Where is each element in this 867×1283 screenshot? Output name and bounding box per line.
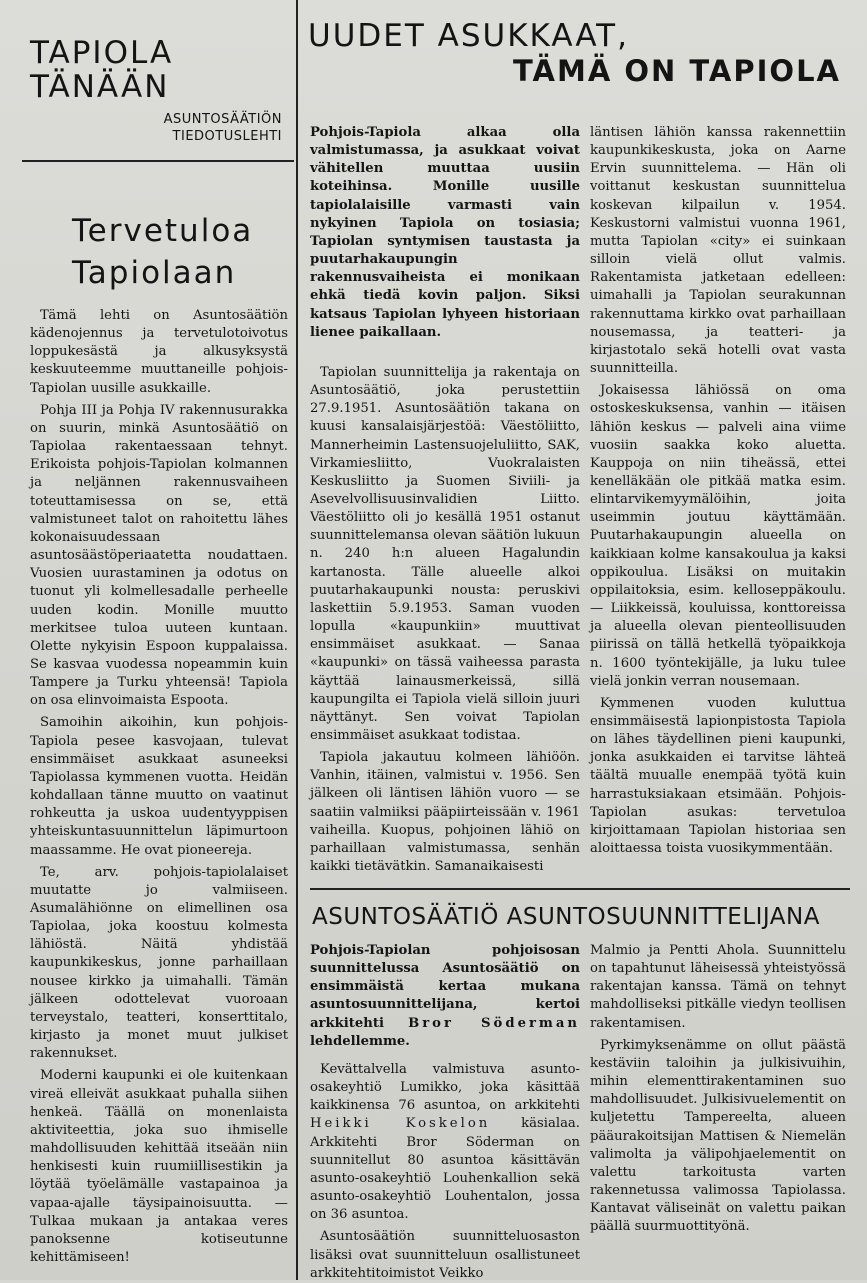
main-headline-line2: TÄMÄ ON TAPIOLA: [513, 54, 841, 88]
main-article-paragraph: Kymmenen vuoden kuluttua ensimmäisestä lapionpistosta Tapiola on lähes täydellinen pieni kaupunki, jonka asukkaiden ei tarvitse lähteä täältä muualle enempää työtä kuin harrastuksiakaan etsimään. Pohjois-Tapiolan asukas: tervetuloa kirjoittamaan Tapiolan historiaa sen aloittaessa toista vuosikymmentään.: [590, 695, 846, 857]
welcome-heading-line1: Tervetuloa: [72, 213, 254, 249]
masthead-subtitle-line2: TIEDOTUSLEHTI: [172, 129, 282, 144]
welcome-paragraph: Te, arv. pohjois-tapiolalaiset muutatte jo valmiiseen. Asumalähiönne on elimellinen osa Tapiolaa, joka koostuu kolmesta lähiöstä. Näitä yhdistää kaupunkikeskus, jonne parhaillaan nousee kirkko ja uimahalli. Tämän jälkeen odottelevat vuoroaan terveystalo, teatteri, konserttitalo, kirjasto ja monet muut julkiset rakennukset.: [30, 864, 288, 1062]
second-article-p1-b: käsialaa. Arkkitehti Bror Söderman on suunnitellut 80 asuntoa käsittävän asunto-osakeyhtiö Louhenkallion sekä asunto-osakeyhtiö Louhentalon, jossa on 36 asuntoa.: [310, 1116, 580, 1223]
welcome-paragraph: Pohja III ja Pohja IV rakennusurakka on suurin, minkä Asuntosäätiö on Tapiolaa rakentaessaan tehnyt. Erikoista pohjois-Tapiolan kolmannen ja neljännen rakennusvaiheen toteuttamisessa on se, että valmistuneet talot on rahoitettu lähes kokonaisuudessaan asuntosäästöperiaatetta noudattaen. Vuosien uurastaminen ja odotus on tuonut yli kolmellesadalle perheelle uuden kodin. Monille muutto merkitsee tuloa uuteen kuntaan. Olette nykyisin Espoon kuppalaissa. Se kasvaa vuodessa nopeammin kuin Tampere ja Turku yhteensä! Tapiola on osa elinvoimaista Espoota.: [30, 402, 288, 709]
welcome-paragraph: Samoihin aikoihin, kun pohjois-Tapiola pesee kasvojaan, tulevat ensimmäiset asukkaat asuneeksi Tapiolassa kymmenen vuotta. Heidän kohdallaan tänne muutto on vaatinut rohkeutta ja uskoa uudentyyppisen yhteiskuntasuunnittelun läpimurtoon maassamme. He ovat pioneereja.: [30, 715, 288, 858]
main-article-paragraph: Jokaisessa lähiössä on oma ostoskeskuksensa, vanhin — itäisen lähiön keskus — palveli aina viime vuosiin saakka koko aluetta. Kauppoja on niin tiheässä, ettei kenelläkään ole pitkää matka esim. elintarvikemyymälöihin, joita useimmin joutuu käyttämään. Puutarhakaupungin alueella on kaikkiaan kolme kansakoulua ja kaksi oppikoulua. Lisäksi on muitakin oppilaitoksia, esim. kelloseppäkoulu. — Liikkeissä, kouluissa, konttoreissa ja alueella olevan pienteollisuuden piirissä on tällä hetkellä työpaikkoja n. 1600 työntekijälle, ja luku tulee vielä jonkin verran nousemaan.: [590, 383, 846, 689]
masthead-title-line2: TÄNÄÄN: [30, 69, 170, 105]
welcome-column: [30, 307, 288, 1280]
main-article-lead: Pohjois-Tapiola alkaa olla valmistumassa, ja asukkaat voivat vähitellen muuttaa uusiin koteihinsa. Monille uusille tapiolalaisille varmasti vain nykyinen Tapiola on tosiasia; Tapiolan syntymisen taustasta ja puutarhakaupungin rakennusvaiheista ei monikaan ehkä tiedä kovin paljon. Siksi katsaus Tapiolan lyhyeen historiaan lienee paikallaan.: [310, 125, 580, 340]
masthead-title-line1: TAPIOLA: [30, 35, 174, 71]
masthead-subtitle-line1: ASUNTOSÄÄTIÖN: [163, 112, 282, 127]
main-article-paragraph: Tapiolan suunnittelija ja rakentaja on Asuntosäätiö, joka perustettiin 27.9.1951. Asuntosäätiön takana on kuusi kansalaisjärjestöä: Väestöliitto, Mannerheimin Lastensuojeluliitto, SAK, Virkamiesliitto, Vuokralaisten Keskusliitto ja Suomen Siviili- ja Asevelvollisuusinvalidien Liitto. Väestöliitto oli jo kesällä 1951 ostanut suunnittelemansa olevan säätiön lukuun n. 240 h:n alueen Hagalundin kartanosta. Tälle alueelle alkoi puutarhakaupunki nousta: peruskivi laskettiin 5.9.1953. Saman vuoden lopulla «kaupunkiin» muuttivat ensimmäiset asukkaat. — Sanaa «kaupunki» on tässä vaiheessa parasta käyttää lainausmerkeissä, sillä kaupungilta ei Tapiola vielä silloin juuri näyttänyt. Sen voivat Tapiolan ensimmäiset asukkaat todistaa.: [310, 364, 580, 743]
second-article-paragraph: Asuntosäätiön suunnitteluosaston lisäksi ovat suunnitteluun osallistuneet arkkitehtitoimistot Veikko: [310, 1229, 580, 1281]
masthead-rule: [22, 160, 294, 162]
second-article-lead-text: Pohjois-Tapiolan pohjoisosan suunnittelussa Asuntosäätiö on ensimmäistä kertaa mukana asuntosuunnittelijana, kertoi arkkitehti: [310, 943, 580, 1031]
second-article-lead: [310, 942, 580, 1051]
second-article-headline: ASUNTOSÄÄTIÖ ASUNTOSUUNNITTELIJANA: [312, 904, 820, 930]
second-article-column-2: [590, 942, 846, 1280]
second-article-p1-name: Heikki Koskelon: [310, 1116, 491, 1132]
welcome-paragraph: Moderni kaupunki ei ole kuitenkaan vireä elleivät asukkaat puhalla siihen henkeä. Täällä on monenlaista aktiviteettia, joka suo ihmiselle mahdollisuuden kehittää itseään niin henkisesti kuin ruumiillisestikin ja löytää työelämälle vastapainoa ja vapaa-ajalle täysipainoisuutta. — Tulkaa mukaan ja antakaa veres panoksenne kotiseutunne kehittämiseen!: [30, 1068, 288, 1265]
main-article-paragraph: Tapiola jakautuu kolmeen lähiöön. Vanhin, itäinen, valmistui v. 1956. Sen jälkeen oli läntisen lähiön vuoro — se saatiin valmiiksi pääpiirteissään v. 1961 vaiheilla. Kuopus, pohjoinen lähiö on parhaillaan valmistumassa, senhän kaikki tietävätkin. Samanaikaisesti: [310, 750, 580, 875]
second-article-paragraph: [310, 1061, 580, 1224]
second-article-rule: [310, 888, 850, 890]
main-article-paragraph: läntisen lähiön kanssa rakennettiin kaupunkikeskusta, joka on Aarne Ervin suunnittelema. — Hän oli voittanut keskustan suunnittelua koskevan kilpailun v. 1954. Keskustorni valmistui vuonna 1961, mutta Tapiolan «city» ei suinkaan silloin vielä ollut valmis. Rakentamista jatketaan edelleen: uimahalli ja Tapiolan seurakunnan rakennuttama kirkko ovat parhaillaan nousemassa, ja teatteri- ja kirjastotalo sekä hotelli ovat vasta suunnitteilla.: [590, 125, 846, 377]
welcome-heading: [72, 210, 292, 294]
welcome-heading-line2: Tapiolaan: [72, 255, 237, 291]
second-article-lead-tail: lehdellemme.: [310, 1033, 410, 1049]
welcome-paragraph: Tämä lehti on Asuntosäätiön kädenojennus ja tervetulotoivotus loppukesästä ja alkusyksystä keskuuteemme muuttaneille pohjois-Tapiolan uusille asukkaille.: [30, 308, 288, 396]
masthead: [16, 30, 288, 158]
second-article-p1-a: Kevättalvella valmistuva asunto-osakeyhtiö Lumikko, joka käsittää kaikkinensa 76 asuntoa, on arkkitehti: [310, 1061, 580, 1114]
second-article-lead-name: Bror Söderman: [408, 1015, 580, 1031]
column-divider: [296, 0, 298, 1280]
second-article-column-1: [310, 942, 580, 1280]
main-headline-line1: UUDET ASUKKAAT,: [308, 18, 629, 54]
second-article-paragraph: Pyrkimyksenämme on ollut päästä kestäviin taloihin ja julkisivuihin, mihin elementtirakentaminen suo mahdollisuudet. Julkisivuelementit on kuljetettu Tampereelta, alueen pääurakoitsijan Mattisen & Niemelän valimolta ja välipohjaelementit on valettu tarkoitusta varten rakennetussa valimossa Tapiolassa. Kantavat väliseinät on valettu paikan päällä suurmuottityönä.: [590, 1037, 846, 1235]
second-article-paragraph: Malmio ja Pentti Ahola. Suunnittelu on tapahtunut läheisessä yhteistyössä rakentajan kanssa. Tämä on tehnyt mahdolliseksi pitkälle viedyn teollisen rakentamisen.: [590, 943, 846, 1031]
